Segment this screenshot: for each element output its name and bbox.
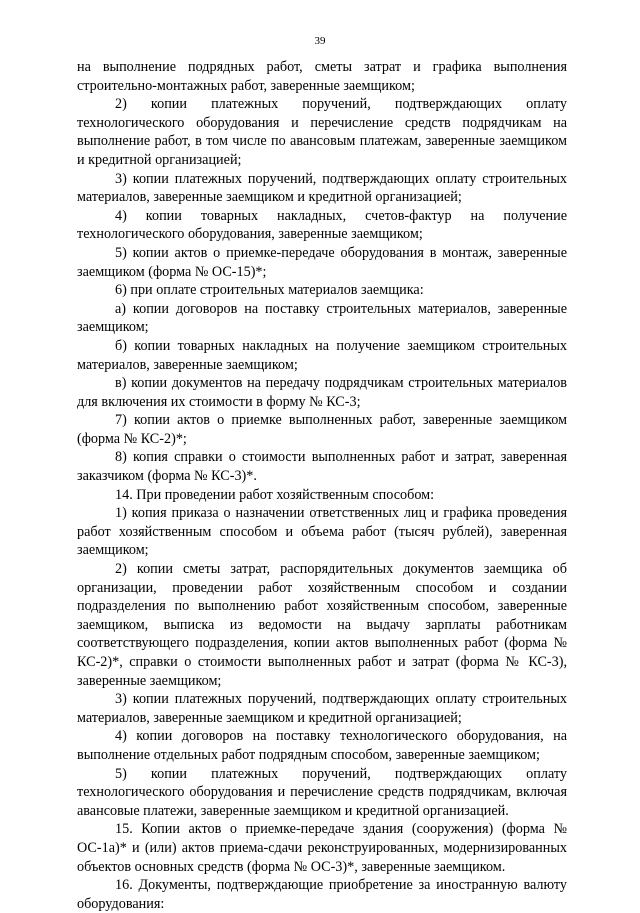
paragraph: 5) копии актов о приемке-передаче оборудования в монтаж, заверенные заемщиком (форма № ОС-15)*; (77, 244, 567, 280)
paragraph: а) копии договоров на поставку строительных материалов, заверенные заемщиком; (77, 300, 567, 336)
paragraph: 3) копии платежных поручений, подтверждающих оплату строительных материалов, заверенные заемщиком и кредитной организацией; (77, 170, 567, 206)
paragraph: 4) копии договоров на поставку технологического оборудования, на выполнение отдельных работ подрядным способом, заверенные заемщиком; (77, 728, 567, 763)
paragraph: 8) копия справки о стоимости выполненных работ и затрат, заверенная заказчиком (форма № КС-3)*. (77, 449, 567, 485)
page-number: 39 (314, 35, 326, 47)
paragraph: на выполнение подрядных работ, сметы затрат и графика выполнения строительно-монтажных работ, заверенные заемщиком; (77, 59, 567, 94)
document-body (77, 58, 567, 913)
paragraph: 4) копии товарных накладных, счетов-фактур на получение технологического оборудования, заверенные заемщиком; (77, 207, 567, 243)
paragraph: б) копии товарных накладных на получение заемщиком строительных материалов, заверенные заемщиком; (77, 337, 567, 373)
paragraph: 1) копия приказа о назначении ответственных лиц и графика проведения работ хозяйственным способом и объема работ (тысяч рублей), заверенная заемщиком; (77, 505, 567, 559)
paragraph: 3) копии платежных поручений, подтверждающих оплату строительных материалов, заверенные заемщиком и кредитной организацией; (77, 691, 567, 726)
paragraph: 14. При проведении работ хозяйственным способом: (115, 486, 435, 503)
paragraph: 2) копии платежных поручений, подтверждающих оплату технологического оборудования и перечисление средств подрядчикам на выполнение работ, в том числе по авансовым платежам, заверенные заемщиком и кредитной организацией; (77, 96, 567, 168)
paragraph: 5) копии платежных поручений, подтверждающих оплату технологического оборудования и перечисление средств подрядчикам, включая авансовые платежи, заверенные заемщиком и кредитной организацией. (77, 765, 567, 819)
paragraph: 7) копии актов о приемке выполненных работ, заверенные заемщиком (форма № КС-2)*; (77, 412, 567, 447)
paragraph: 15. Копии актов о приемке-передаче здания (сооружения) (форма № ОС-1а)* и (или) актов приема-сдачи реконструированных, модернизированных объектов основных средств (форма № ОС-3)*, заверенные заемщиком. (77, 821, 567, 875)
paragraph: 16. Документы, подтверждающие приобретение за иностранную валюту оборудования: (77, 877, 567, 912)
paragraph: 2) копии сметы затрат, распорядительных документов заемщика об организации, проведении работ хозяйственным способом и создании подразделения по выполнению работ хозяйственным способом, заверенные заемщиком, выписка из ведомости на выдачу зарплаты работникам соответствующего подразделения, копии актов выполненных работ (форма № КС-2)*, справки о стоимости выполненных работ и затрат (форма № КС-3), заверенные заемщиком; (77, 561, 567, 689)
paragraph: в) копии документов на передачу подрядчикам строительных материалов для включения их стоимости в форму № КС-3; (77, 375, 567, 410)
paragraph: 6) при оплате строительных материалов заемщика: (115, 282, 424, 299)
